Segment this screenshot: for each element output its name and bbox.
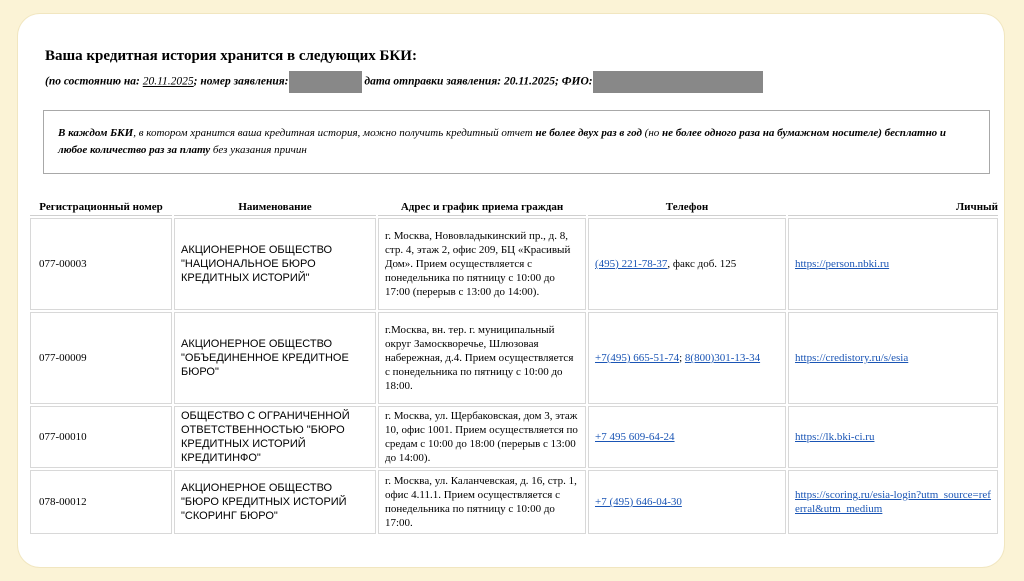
- bureau-name: АКЦИОНЕРНОЕ ОБЩЕСТВО "НАЦИОНАЛЬНОЕ БЮРО КРЕДИТНЫХ ИСТОРИЙ": [174, 218, 376, 310]
- table-row: [30, 218, 998, 310]
- column-header-name: Наименование: [174, 198, 376, 216]
- notice-part3: не более двух раз в год: [535, 127, 642, 139]
- as-of-label: (по состоянию на:: [45, 75, 140, 88]
- bureau-phone: [588, 218, 786, 310]
- personal-account-link[interactable]: https://lk.bki-ci.ru: [795, 431, 875, 443]
- reg-number: 077-00009: [30, 312, 172, 404]
- redacted-application-number: [289, 71, 362, 93]
- page-title: Ваша кредитная история хранится в следующих БКИ:: [45, 48, 417, 64]
- reg-number: 077-00010: [30, 406, 172, 468]
- notice-box: [43, 110, 990, 174]
- phone-separator: ;: [679, 352, 685, 364]
- bureau-name: ОБЩЕСТВО С ОГРАНИЧЕННОЙ ОТВЕТСТВЕННОСТЬЮ "БЮРО КРЕДИТНЫХ ИСТОРИЙ КРЕДИТИНФО": [174, 406, 376, 468]
- phone-link[interactable]: +7 (495) 646-04-30: [595, 496, 682, 508]
- personal-account: [788, 312, 998, 404]
- notice-part2: , в котором хранится ваша кредитная история, можно получить кредитный отчет: [133, 127, 536, 139]
- app-number-label: ; номер заявления:: [193, 75, 289, 88]
- report-meta: [45, 71, 763, 93]
- sent-date-label: дата отправки заявления: 20.11.2025; ФИО:: [364, 75, 593, 88]
- bureau-table: [28, 196, 1000, 536]
- bureau-address: г. Москва, ул. Каланчевская, д. 16, стр. 1, офис 4.11.1. Прием осуществляется с понедельника по пятницу с 10:00 до 17:00.: [378, 470, 586, 534]
- column-header-reg: Регистрационный номер: [30, 198, 172, 216]
- table-row: [30, 406, 998, 468]
- bureau-name: АКЦИОНЕРНОЕ ОБЩЕСТВО "ОБЪЕДИНЕННОЕ КРЕДИТНОЕ БЮРО": [174, 312, 376, 404]
- bureau-phone: [588, 406, 786, 468]
- phone-link[interactable]: (495) 221-78-37: [595, 258, 668, 270]
- column-header-address: Адрес и график приема граждан: [378, 198, 586, 216]
- as-of-date: 20.11.2025: [142, 75, 194, 88]
- notice-part5: не более одного раза на бумажном носителе) бесплатно и любое количество раз за плату: [58, 127, 947, 156]
- personal-account: [788, 218, 998, 310]
- notice-part4: (но: [641, 127, 663, 139]
- personal-account-link[interactable]: https://scoring.ru/esia-login?utm_source=referral&utm_medium: [795, 489, 991, 515]
- bureau-phone: [588, 470, 786, 534]
- phone-link[interactable]: +7(495) 665-51-74: [595, 352, 680, 364]
- personal-account-link[interactable]: https://person.nbki.ru: [795, 258, 890, 270]
- personal-account: [788, 406, 998, 468]
- bureau-address: г. Москва, Нововладыкинский пр., д. 8, стр. 4, этаж 2, офис 209, БЦ «Красивый Дом». Прием осуществляется с понедельника по пятницу с 10:00 до 17:00 (перерыв с 13:00 до 14:00).: [378, 218, 586, 310]
- bureau-address: г.Москва, вн. тер. г. муниципальный округ Замоскворечье, Шлюзовая набережная, д.4. Прием осуществляется с понедельника по пятницу с 10:00 до 18:00.: [378, 312, 586, 404]
- phone-link-secondary[interactable]: 8(800)301-13-34: [684, 352, 761, 364]
- table-row: [30, 470, 998, 534]
- table-header-row: [30, 198, 998, 216]
- column-header-phone: Телефон: [588, 198, 786, 216]
- phone-extra: , факс доб. 125: [667, 258, 737, 270]
- notice-part1: В каждом БКИ: [58, 127, 134, 139]
- notice-part6: без указания причин: [210, 144, 307, 156]
- reg-number: 077-00003: [30, 218, 172, 310]
- screenshot-frame: [18, 14, 1004, 567]
- table-row: [30, 312, 998, 404]
- reg-number: 078-00012: [30, 470, 172, 534]
- bureau-address: г. Москва, ул. Щербаковская, дом 3, этаж 10, офис 1001. Прием осуществляется по средам с 10:00 до 18:00 (перерыв с 13:00 до 14:00).: [378, 406, 586, 468]
- phone-link[interactable]: +7 495 609-64-24: [595, 431, 675, 443]
- redacted-full-name: [593, 71, 763, 93]
- report-page: [28, 24, 1004, 564]
- bureau-name: АКЦИОНЕРНОЕ ОБЩЕСТВО "БЮРО КРЕДИТНЫХ ИСТОРИЙ "СКОРИНГ БЮРО": [174, 470, 376, 534]
- column-header-personal: Личный: [788, 198, 998, 216]
- bureau-phone: [588, 312, 786, 404]
- bureau-table-container: [28, 196, 1004, 536]
- personal-account: [788, 470, 998, 534]
- personal-account-link[interactable]: https://credistory.ru/s/esia: [795, 352, 909, 364]
